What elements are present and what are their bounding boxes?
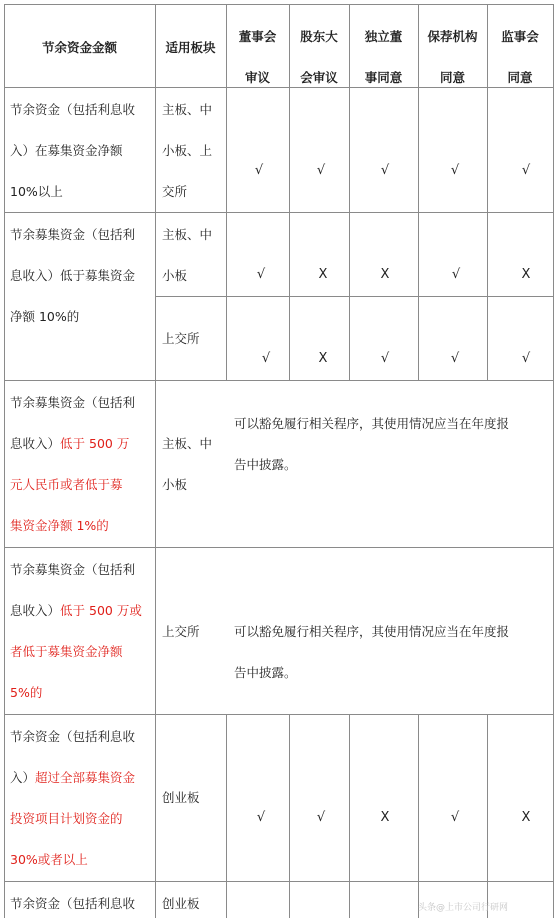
check-mark: √ bbox=[256, 267, 266, 282]
grid-line bbox=[226, 714, 227, 918]
check-mark: √ bbox=[521, 351, 531, 366]
row-board-text: 创业板 bbox=[162, 896, 200, 911]
header-board: 适用板块 bbox=[165, 40, 216, 55]
check-mark: √ bbox=[451, 267, 461, 282]
grid-line bbox=[4, 714, 554, 715]
check-mark: √ bbox=[254, 163, 264, 178]
grid-line bbox=[4, 4, 5, 918]
row-note-text: 可以豁免履行相关程序，其使用情况应当在年度报 告中披露。 bbox=[234, 624, 510, 680]
grid-line bbox=[553, 4, 554, 918]
row-board-text: 主板、中 小板、上 交所 bbox=[162, 102, 213, 199]
check-mark: √ bbox=[450, 163, 460, 178]
grid-line bbox=[4, 212, 554, 213]
grid-line bbox=[289, 714, 290, 918]
cross-mark: X bbox=[521, 810, 531, 825]
cross-mark: X bbox=[318, 267, 328, 282]
grid-line bbox=[418, 714, 419, 918]
check-mark: √ bbox=[261, 351, 271, 366]
cross-mark: X bbox=[521, 267, 531, 282]
header-shareholders: 股东大 会审议 bbox=[300, 29, 338, 85]
check-mark: √ bbox=[316, 810, 326, 825]
grid-line bbox=[155, 296, 554, 297]
grid-line bbox=[4, 881, 554, 882]
row-board-text: 上交所 bbox=[162, 624, 200, 639]
grid-line bbox=[349, 714, 350, 918]
header-board-of-directors: 董事会 审议 bbox=[238, 29, 277, 85]
check-mark: √ bbox=[380, 351, 390, 366]
row-amount-text: 节余资金（包括利息收 入）超过全部募集资金 投资项目计划资金的 30%或者以上 bbox=[10, 729, 136, 867]
check-mark: √ bbox=[380, 163, 390, 178]
row-board-text: 上交所 bbox=[162, 331, 200, 346]
grid-line bbox=[155, 4, 156, 918]
row-board-text: 创业板 bbox=[162, 790, 200, 805]
check-mark: √ bbox=[316, 163, 326, 178]
row-amount-text: 节余资金（包括利息收 bbox=[10, 896, 136, 911]
header-supervisors: 监事会 同意 bbox=[501, 29, 539, 85]
row-amount-text: 节余募集资金（包括利 息收入）低于 500 万 元人民币或者低于募 集资金净额 1%的 bbox=[10, 395, 136, 533]
header-amount: 节余资金金额 bbox=[41, 40, 117, 55]
check-mark: √ bbox=[521, 163, 531, 178]
check-mark: √ bbox=[256, 810, 266, 825]
watermark: 头条@上市公司行研网 bbox=[418, 903, 509, 913]
grid-line bbox=[487, 714, 488, 918]
header-sponsor: 保荐机构 同意 bbox=[427, 29, 478, 85]
row-board-text: 主板、中 小板 bbox=[162, 227, 213, 283]
row-amount-text: 节余资金（包括利息收 入）在募集资金净额 10%以上 bbox=[10, 102, 136, 199]
check-mark: √ bbox=[450, 810, 460, 825]
row-note-text: 可以豁免履行相关程序，其使用情况应当在年度报 告中披露。 bbox=[234, 416, 510, 472]
grid-line bbox=[4, 380, 554, 381]
cross-mark: X bbox=[380, 267, 390, 282]
cross-mark: X bbox=[380, 810, 390, 825]
grid-line bbox=[4, 547, 554, 548]
grid-line bbox=[4, 4, 554, 5]
row-board-text: 主板、中 小板 bbox=[162, 436, 213, 492]
row-amount-text: 节余募集资金（包括利 息收入）低于募集资金 净额 10%的 bbox=[10, 227, 136, 324]
check-mark: √ bbox=[450, 351, 460, 366]
row-amount-text: 节余募集资金（包括利 息收入）低于 500 万或 者低于募集资金净额 5%的 bbox=[10, 562, 142, 700]
cross-mark: X bbox=[318, 351, 328, 366]
header-independent-directors: 独立董 事同意 bbox=[364, 29, 403, 85]
